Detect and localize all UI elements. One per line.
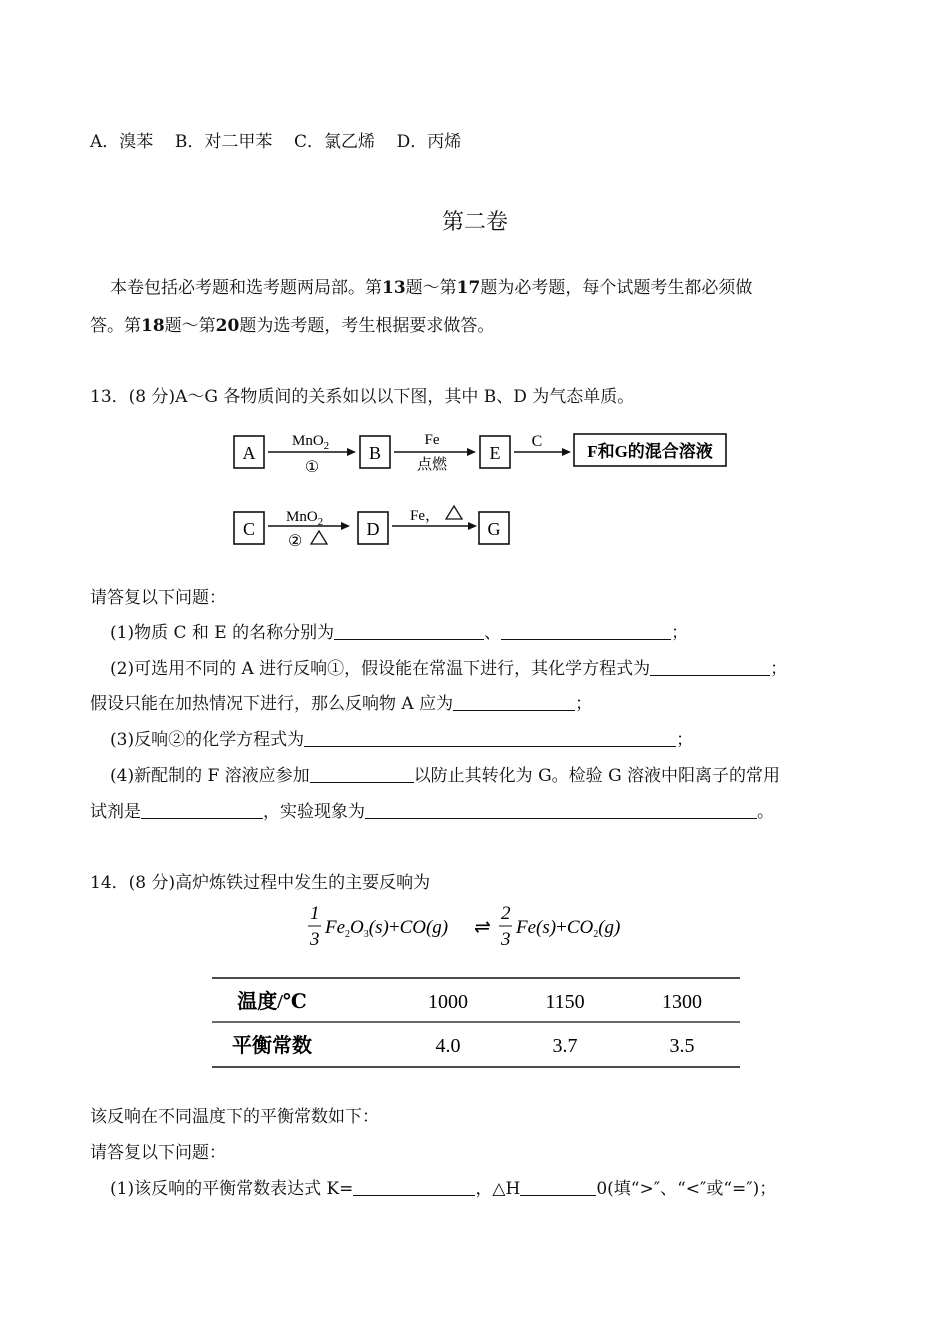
equilibrium-arrow-icon: ⇌ bbox=[473, 917, 489, 938]
blank-reagent[interactable] bbox=[141, 802, 263, 819]
intro-line-1: 本卷包括必考题和选考题两局部。第13题～第17题为必考题，每个试题考生都必须做 bbox=[110, 278, 753, 298]
mno2-label-1: MnO$_2$ bbox=[292, 433, 330, 452]
label-e: E bbox=[489, 443, 501, 463]
option-b: B．对二甲苯 bbox=[174, 132, 273, 152]
q13-part4: (4)新配制的 F 溶液应参加 以防止其转化为 G。检验 G 溶液中阳离子的常用 bbox=[110, 766, 781, 786]
heat-triangle-icon bbox=[311, 531, 327, 544]
q14-stem: 14．(8 分)高炉炼铁过程中发生的主要反响为 bbox=[90, 873, 431, 893]
svg-text:Fe2O3(s)+CO(g): $Fe_2O_3(s)+CO(g)$ bbox=[325, 917, 449, 940]
label-c: C bbox=[242, 519, 256, 539]
blank-reactant-a[interactable] bbox=[453, 694, 575, 711]
equilibrium-table bbox=[210, 975, 745, 1073]
options-line bbox=[90, 127, 461, 152]
dianran-label: 点燃 bbox=[416, 457, 448, 473]
svg-text:3: 3 bbox=[310, 929, 320, 950]
q14-equation bbox=[305, 902, 650, 954]
blank-k-expression[interactable] bbox=[353, 1179, 475, 1196]
blank-c[interactable] bbox=[334, 623, 484, 640]
q14-part1: (1)该反响的平衡常数表达式 K= ，△H 0(填“>″、“<″或“=″)； bbox=[110, 1179, 777, 1199]
q13-part2: (2)可选用不同的 A 进行反响①，假设能在常温下进行，其化学方程式为 ； bbox=[110, 659, 788, 679]
heat-triangle-icon-2 bbox=[446, 506, 462, 519]
blank-phenomenon[interactable] bbox=[365, 802, 757, 819]
svg-text:1: 1 bbox=[310, 903, 320, 924]
option-d: D．丙烯 bbox=[396, 132, 462, 152]
header-temp: 温度/℃ bbox=[237, 991, 307, 1013]
svg-text:2: 2 bbox=[501, 903, 511, 924]
q13-part2b: 假设只能在加热情况下进行，那么反响物 A 应为 ； bbox=[90, 694, 593, 714]
circle-1: ① bbox=[304, 459, 320, 476]
fe-label: Fe bbox=[424, 432, 440, 448]
blank-additive[interactable] bbox=[310, 766, 414, 783]
label-fg: F和G的混合溶液 bbox=[587, 442, 713, 461]
label-g: G bbox=[487, 519, 501, 539]
q14-prompt: 请答复以下问题： bbox=[90, 1143, 226, 1163]
intro-line-2: 答。第18题～第20题为选考题，考生根据要求做答。 bbox=[90, 316, 495, 336]
blank-e[interactable] bbox=[501, 623, 671, 640]
svg-text:Fe(s)+CO2(g): $Fe(s)+CO_2(g)$ bbox=[516, 917, 621, 940]
q13-stem: 13．(8 分)A～G 各物质间的关系如以以下图，其中 B、D 为气态单质。 bbox=[90, 387, 635, 407]
blank-delta-h[interactable] bbox=[520, 1179, 596, 1196]
label-b: B bbox=[368, 443, 382, 463]
label-a: A bbox=[242, 443, 256, 463]
option-c: C．氯乙烯 bbox=[294, 132, 376, 152]
q13-part1: (1)物质 C 和 E 的名称分别为 、 ； bbox=[110, 623, 689, 643]
header-1150: 1150 bbox=[545, 991, 585, 1013]
section-title: 第二卷 bbox=[441, 210, 508, 235]
value-1300: 3.5 bbox=[669, 1035, 695, 1057]
fe-heat-label: Fe， bbox=[410, 508, 441, 524]
label-d: D bbox=[366, 519, 380, 539]
option-a: A．溴苯 bbox=[90, 132, 154, 152]
svg-text:3: 3 bbox=[501, 929, 511, 950]
c-over-arrow: C bbox=[531, 433, 543, 450]
blank-equation-2[interactable] bbox=[304, 730, 676, 747]
circle-2: ② bbox=[288, 533, 303, 550]
mno2-label-2: MnO$_2$ bbox=[286, 509, 324, 528]
value-1000: 4.0 bbox=[435, 1035, 461, 1057]
value-1150: 3.7 bbox=[552, 1035, 578, 1057]
q13-prompt: 请答复以下问题： bbox=[90, 588, 226, 608]
row-label: 平衡常数 bbox=[232, 1035, 312, 1057]
q13-part4b: 试剂是 ，实验现象为 。 bbox=[90, 802, 774, 822]
q13-part3: (3)反响②的化学方程式为 ； bbox=[110, 730, 694, 750]
blank-equation-1[interactable] bbox=[650, 659, 770, 676]
q13-reaction-diagram bbox=[228, 422, 733, 552]
header-1300: 1300 bbox=[662, 991, 702, 1013]
q14-note: 该反响在不同温度下的平衡常数如下： bbox=[90, 1107, 379, 1127]
header-1000: 1000 bbox=[428, 991, 468, 1013]
